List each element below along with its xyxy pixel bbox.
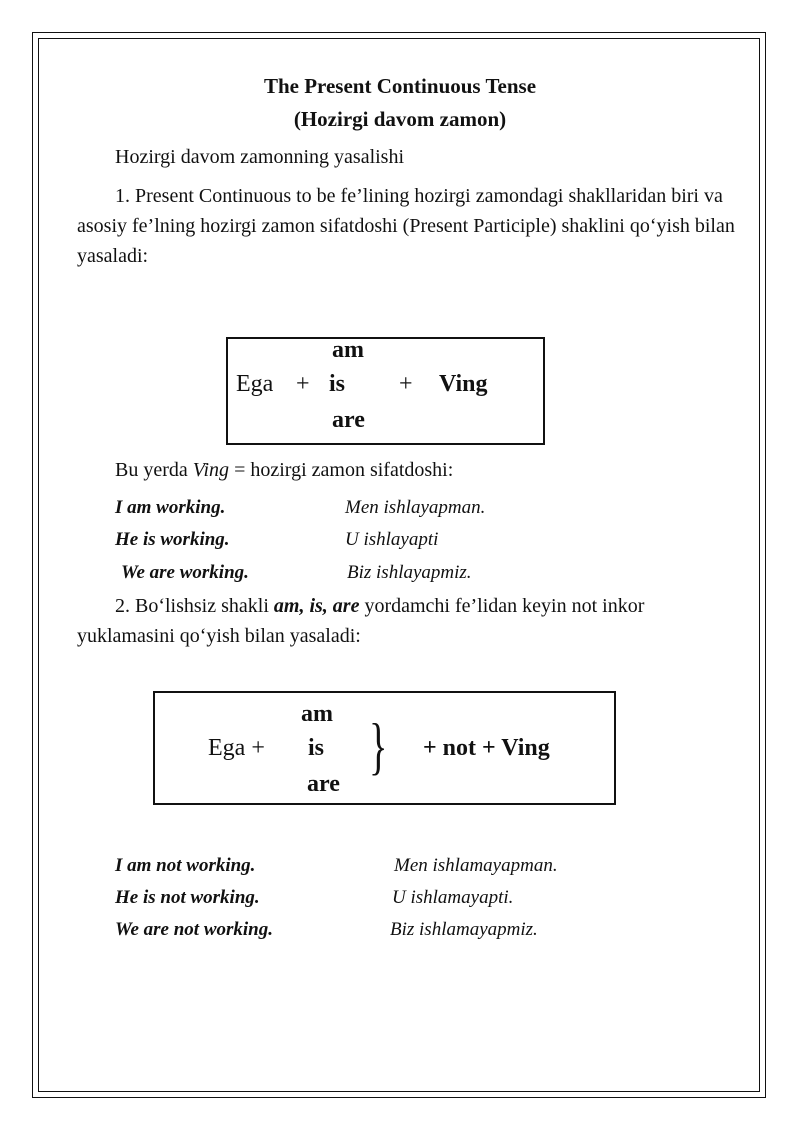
example-negative-uz: Biz ishlamayapmiz. — [390, 919, 538, 940]
paragraph-2 — [77, 591, 737, 651]
curly-brace-symbol: } — [369, 710, 388, 781]
explanation-line — [115, 459, 453, 482]
explanation-suffix: = hozirgi zamon sifatdoshi: — [229, 459, 454, 481]
example-affirmative-en: He is working. — [115, 529, 230, 550]
paragraph-2-start: 2. Bo‘lishsiz shakli — [115, 595, 274, 617]
example-affirmative-en: We are working. — [121, 562, 249, 583]
page-title: The Present Continuous Tense — [263, 74, 537, 98]
formula2-am: am — [301, 701, 333, 727]
example-affirmative-uz: Biz ishlayapmiz. — [347, 562, 472, 583]
formula1-plus-1: + — [296, 371, 310, 397]
formula2-negation: + not + Ving — [423, 735, 550, 761]
formula1-verb: Ving — [439, 371, 488, 397]
formula-box-affirmative — [226, 337, 545, 445]
formula2-is: is — [308, 735, 325, 761]
example-negative-en: We are not working. — [115, 919, 274, 940]
example-affirmative-en: I am working. — [115, 497, 226, 518]
example-affirmative-uz: Men ishlayapman. — [345, 497, 486, 518]
formula1-am: am — [332, 337, 364, 363]
formula1-subject: Ega — [236, 371, 274, 397]
example-negative-en: I am not working. — [115, 855, 256, 876]
formula1-is: is — [329, 371, 346, 397]
paragraph-2-auxiliaries: am, is, are — [273, 595, 360, 617]
explanation-term: Ving — [192, 459, 230, 481]
formula2-are: are — [307, 771, 340, 797]
example-negative-uz: U ishlamayapti. — [392, 887, 514, 908]
paragraph-1: 1. Present Continuous to be fe’lining hozirgi zamondagi shakllaridan biri va asosiy fe’lning hozirgi zamon sifatdoshi (Present Participle) shaklini qo‘yish bilan yasaladi: — [77, 185, 735, 267]
formula1-plus-2: + — [399, 371, 413, 397]
explanation-prefix: Bu yerda — [115, 459, 193, 481]
example-negative-en: He is not working. — [115, 887, 260, 908]
section-heading: Hozirgi davom zamonning yasalishi — [115, 146, 405, 168]
page-subtitle: (Hozirgi davom zamon) — [293, 107, 507, 131]
paragraph-2-end: yordamchi fe’lidan keyin not inkor yuklamasini qo‘yish bilan yasaladi: — [77, 595, 645, 647]
formula1-are: are — [332, 407, 365, 433]
formula2-subject: Ega + — [208, 735, 265, 761]
example-affirmative-uz: U ishlayapti — [345, 529, 439, 550]
example-negative-uz: Men ishlamayapman. — [394, 855, 558, 876]
